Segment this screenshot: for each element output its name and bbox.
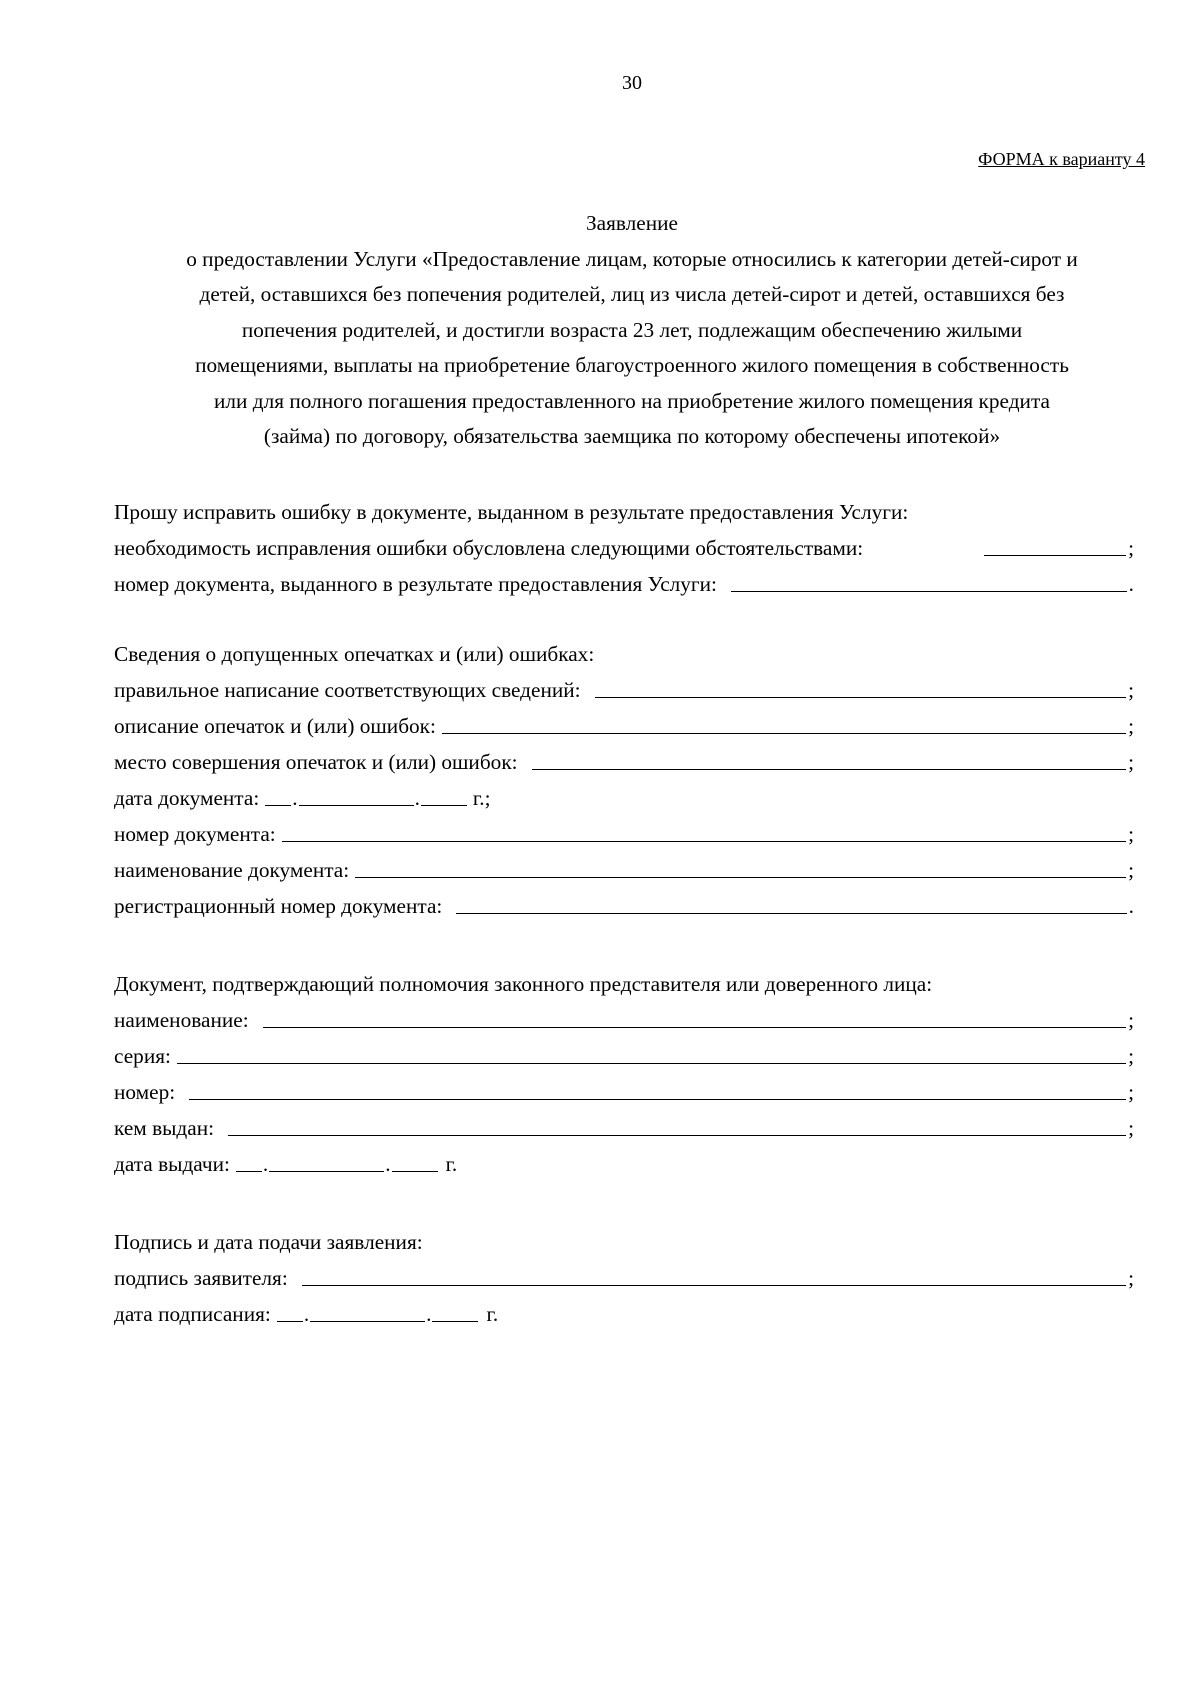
title-heading: Заявление [585,211,679,235]
document-name-field[interactable] [355,857,1126,878]
issued-doc-number-field[interactable] [731,571,1127,592]
semicolon: ; [1128,822,1134,846]
rep-issue-date-row [114,1147,1134,1177]
date-dot: . [385,1152,391,1176]
rep-issue-date-label: дата выдачи: [114,1152,230,1176]
rep-series-field[interactable] [177,1043,1126,1064]
document-date-row [114,781,1134,811]
document-date-suffix: г.; [472,786,491,810]
document-date-month-field[interactable] [299,787,414,806]
semicolon: ; [1128,678,1134,702]
issued-doc-number-label: номер документа, выданного в результате предоставления Услуги: [114,572,717,596]
title-line: детей, оставшихся без попечения родителей, лиц из числа детей-сирот и детей, оставшихся без [199,282,1065,306]
date-dot: . [292,786,298,810]
rep-issue-date-year-field[interactable] [392,1153,438,1172]
registration-number-field[interactable] [456,893,1126,914]
rep-issue-date-day-field[interactable] [236,1153,262,1172]
title-line: попечения родителей, и достигли возраста 23 лет, подлежащим обеспечению жилыми [241,317,1023,342]
rep-series-row [114,1039,1134,1069]
rep-issue-date-month-field[interactable] [269,1153,384,1172]
form-variant-label: ФОРМА к варианту 4 [978,149,1145,169]
signing-date-row [114,1297,1134,1327]
signing-date-suffix: г. [486,1302,499,1326]
rep-name-row [114,1003,1134,1033]
document-date-day-field[interactable] [265,787,291,806]
rep-name-field[interactable] [263,1007,1126,1028]
document-number-label: номер документа: [114,822,276,846]
correct-spelling-field[interactable] [595,677,1127,698]
signature-heading-row [114,1225,1134,1255]
document-name-row [114,853,1134,883]
semicolon: ; [1128,1116,1134,1140]
date-dot: . [414,786,420,810]
title-line: или для полного погашения предоставленного на приобретение жилого помещения кредита [214,388,1050,413]
rep-number-row [114,1075,1134,1105]
request-intro-text: Прошу исправить ошибку в документе, выданном в результате предоставления Услуги: [114,500,909,524]
semicolon: ; [1128,1044,1134,1068]
error-description-field[interactable] [442,713,1126,734]
document-name-label: наименование документа: [114,858,350,882]
rep-number-label: номер: [114,1080,176,1104]
errors-heading: Сведения о допущенных опечатках и (или) ошибках: [114,642,595,666]
semicolon: ; [1128,1080,1134,1104]
correct-spelling-row [114,673,1134,703]
rep-issue-date-suffix: г. [445,1152,458,1176]
semicolon: ; [1128,750,1134,774]
period: . [1128,572,1134,596]
rep-issuer-field[interactable] [228,1115,1126,1136]
signing-date-day-field[interactable] [277,1303,303,1322]
correct-spelling-label: правильное написание соответствующих сведений: [114,678,581,702]
error-place-field[interactable] [532,749,1126,770]
reason-field[interactable] [984,535,1126,556]
error-place-row [114,745,1134,775]
signing-date-month-field[interactable] [310,1303,425,1322]
rep-number-field[interactable] [189,1079,1126,1100]
registration-number-row [114,889,1134,919]
error-description-label: описание опечаток и (или) ошибок: [114,714,436,738]
reason-label: необходимость исправления ошибки обусловлена следующими обстоятельствами: [114,536,864,560]
title-line: помещениями, выплаты на приобретение благоустроенного жилого помещения в собственность [195,353,1069,377]
applicant-signature-row [114,1261,1134,1291]
semicolon: ; [1128,1266,1134,1290]
document-date-year-field[interactable] [421,787,467,806]
representative-heading: Документ, подтверждающий полномочия законного представителя или доверенного лица: [114,972,933,996]
period: . [1128,894,1134,918]
rep-name-label: наименование: [114,1008,249,1032]
semicolon: ; [1128,536,1134,560]
date-dot: . [262,1152,269,1176]
rep-series-label: серия: [114,1044,171,1068]
page-number: 30 [622,72,642,94]
registration-number-label: регистрационный номер документа: [114,894,443,918]
signing-date-label: дата подписания: [114,1302,271,1326]
rep-issuer-row [114,1111,1134,1141]
signature-heading: Подпись и дата подачи заявления: [114,1230,423,1254]
application-title [100,206,1164,455]
issued-doc-number-row [114,567,1134,597]
date-dot: . [303,1302,310,1326]
semicolon: ; [1128,714,1134,738]
title-line: о предоставлении Услуги «Предоставление лицам, которые относились к категории детей-сирот и [186,246,1078,271]
applicant-signature-field[interactable] [302,1265,1126,1286]
representative-heading-row [114,967,1134,997]
error-place-label: место совершения опечаток и (или) ошибок: [114,750,518,774]
document-number-row [114,817,1134,847]
semicolon: ; [1128,858,1134,882]
error-description-row [114,709,1134,739]
date-dot: . [426,1302,432,1326]
rep-issuer-label: кем выдан: [114,1116,215,1140]
document-number-field[interactable] [282,821,1126,842]
semicolon: ; [1128,1008,1134,1032]
signing-date-year-field[interactable] [432,1303,478,1322]
document-date-label: дата документа: [114,786,260,810]
applicant-signature-label: подпись заявителя: [114,1266,288,1290]
reason-row [114,531,1134,561]
title-line: (займа) по договору, обязательства заемщика по которому обеспечены ипотекой» [263,424,1001,448]
request-intro [114,495,1134,525]
errors-heading-row [114,637,1134,667]
